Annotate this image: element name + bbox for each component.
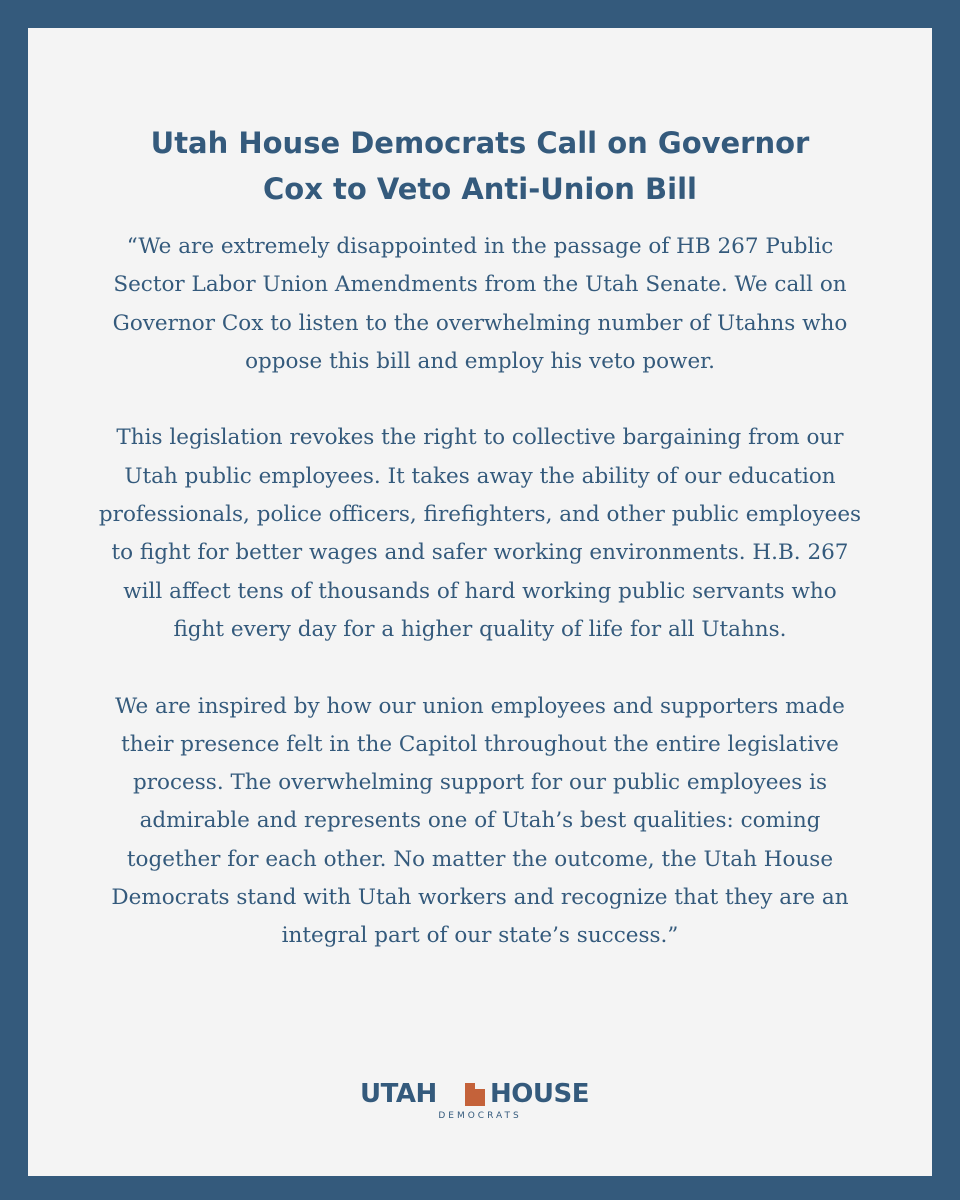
text-line: will affect tens of thousands of hard working public servants who [123,578,837,604]
text-line: admirable and represents one of Utah’s best qualities: coming [139,808,821,834]
logo-subtitle: DEMOCRATS [438,1111,522,1121]
text-line: “We are extremely disappointed in the passage of HB 267 Public [126,234,834,259]
page-title [28,120,932,212]
logo-word-house: HOUSE [490,1079,589,1109]
text-line: We are inspired by how our union employees and supporters made [115,693,845,719]
text-line: This legislation revokes the right to collective bargaining from our [116,425,844,451]
statement-card [28,28,932,1176]
text-line: together for each other. No matter the outcome, the Utah House [126,846,834,872]
text-line: fight every day for a higher quality of life for all Utahns. [173,616,787,642]
text-line: oppose this bill and employ his veto power. [245,348,715,374]
text-line: process. The overwhelming support for our public employees is [133,770,827,796]
utah-house-democrats-logo [360,1078,600,1128]
text-line: professionals, police officers, firefighters, and other public employees [98,502,862,528]
text-line: Governor Cox to listen to the overwhelming number of Utahns who [112,310,848,336]
title-line: Utah House Democrats Call on Governor [150,126,810,160]
statement-paragraph [58,228,902,381]
text-line: Democrats stand with Utah workers and recognize that they are an [111,885,849,911]
title-line: Cox to Veto Anti-Union Bill [263,172,697,206]
statement-body [58,228,902,994]
logo-wordmark [360,1078,600,1110]
text-line: their presence felt in the Capitol throughout the entire legislative [121,731,839,757]
text-line: to fight for better wages and safer working environments. H.B. 267 [111,540,849,566]
text-line: Utah public employees. It takes away the ability of our education [124,463,836,489]
utah-state-shape-icon [465,1083,485,1106]
logo-word-utah: UTAH [360,1079,437,1109]
text-line: Sector Labor Union Amendments from the Utah Senate. We call on [113,272,847,298]
text-line: integral part of our state’s success.” [281,923,679,949]
statement-paragraph [58,688,902,956]
statement-paragraph [58,419,902,649]
